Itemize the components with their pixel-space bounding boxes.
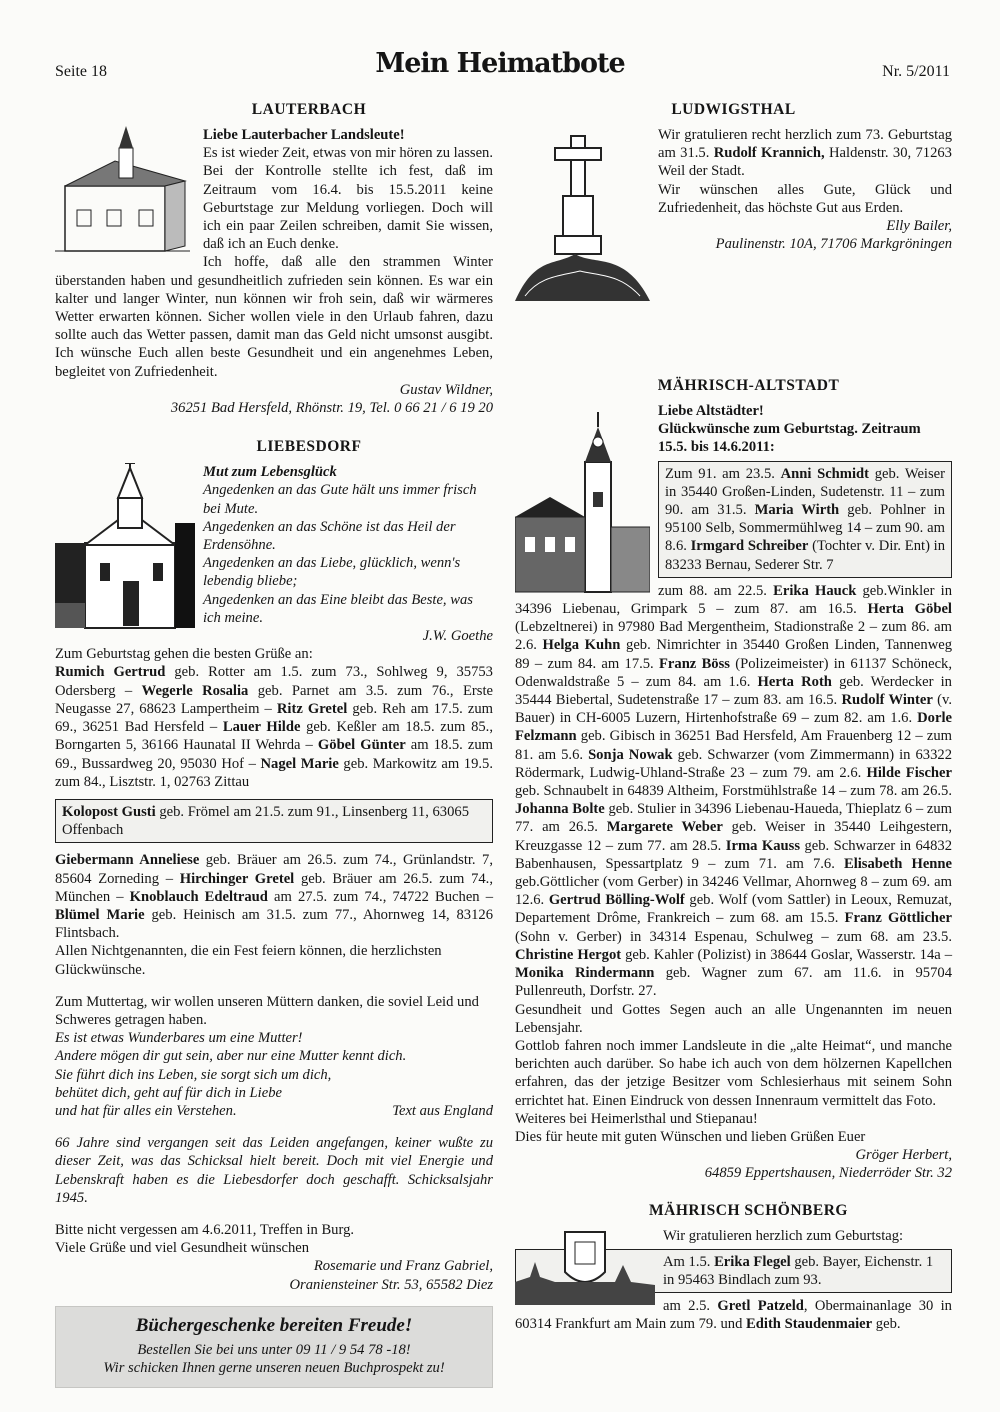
section-schoenberg xyxy=(515,1201,952,1334)
mother-intro: Zum Muttertag, wir wollen unseren Müttern danken, die soviel Leid und Schweres getragen haben. xyxy=(55,993,479,1028)
closing-text: Dies für heute mit guten Wünschen und lieben Grüßen Euer xyxy=(515,1128,866,1145)
section-title: LIEBESDORF xyxy=(256,438,362,456)
signature-name: Gröger Herbert, xyxy=(855,1147,952,1164)
body-text-2: Ich hoffe, daß alle den strammen Winter überstanden haben und gesundheitlich zufrieden sein können. Es war ein kalter und langer Winter, nun können wir froh sein, daß wir wärmeres Wetter erwarten können. Sicher wollen viele in den Urlaub fahren, dazu sollte auch das Wetter passen, damit man das Geld nicht umsonst ausgibt. Ich wünsche Euch allen beste Gesundheit und ein angenehmes Leben, begleitet von Zufriedenheit. xyxy=(55,254,493,380)
birthday-line: am 2.5. Gretl Patzeld, Obermainanlage 30 in 60314 Frankfurt am Main zum 79. und Edith Staudenmaier geb. xyxy=(515,1298,952,1333)
birthday-list-2: Giebermann Anneliese geb. Bräuer am 26.5. zum 74., Grünlandstr. 7, 85604 Zorneding – Hirchinger Gretel geb. Bräuer am 26.5. zum 74., München – Knoblauch Edeltraud am 27.5. zum 74., 74722 Buchen – Blümel Marie geb. Heinisch am 31.5. zum 77., Ahornweg 14, 83126 Flintsbach. xyxy=(55,852,494,942)
mother-poem-line: Sie führt dich ins Leben, sie sorgt sich um dich, xyxy=(55,1066,332,1083)
birthday-list: Rumich Gertrud geb. Rotter am 1.5. zum 73., Sohlweg 9, 35753 Odersberg – Wegerle Rosalia geb. Parnet am 3.5. zum 76., Erste Neugasse 27, 68623 Lampertheim – Ritz Gretel geb. Reh am 17.5. zum 69., 36251 Bad Hersfeld – Lauer Hilde geb. Keßler am 18.5. zum 85., Borngarten 5, 36166 Haunatal II Wehrda – Göbel Günter am 18.5. zum 69., Bussardweg 20, 95030 Hof – Nagel Marie geb. Markowitz am 19.5. zum 84., Lisztstr. 1, 02763 Zittau xyxy=(55,664,493,790)
mother-poem-line: behütet dich, geht auf für dich in Liebe xyxy=(55,1084,282,1101)
section-title: MÄHRISCH-ALTSTADT xyxy=(657,377,840,394)
poem-title: Mut zum Lebensglück xyxy=(203,464,337,481)
mother-poem-source: Text aus England xyxy=(392,1102,493,1119)
masthead-logo: Mein Heimatbote xyxy=(375,48,625,79)
chapel-illustration xyxy=(55,463,195,633)
signature-name: Gustav Wildner, xyxy=(399,381,493,398)
left-column xyxy=(55,100,493,1388)
signature-address: Oraniensteiner Str. 53, 65582 Diez xyxy=(289,1276,493,1293)
birthday-list: zum 88. am 22.5. Erika Hauck geb.Winkler in 34396 Liebenau, Grimpark 5 – zum 87. am 16.5. Herta Göbel (Lebzeltnerei) in 97980 Bad Mergentheim, Stadionstraße 2 – zum 86. am 2.6. Helga Kuhn geb. Nimrichter in 35440 Großen Linden, Tannenweg 89 – zum 84. am 17.5. Franz Böss (Polizeimeister) in 61137 Schöneck, Odenwaldstraße 5 – zum 84. am 1.6. Herta Roth geb. Werdecker in 35444 Biebertal, Sudetenstraße 17 – zum 83. am 16.5. Rudolf Winter (v. Bauer) in CH-6005 Luzern, Hirtenhofstraße 69 – zum 82. am 1.6. Dorle Felzmann geb. Gibisch in 36251 Bad Hersfeld, Am Frauenberg 12 – zum 81. am 5.6. Sonja Nowak geb. Schwarzer (vom Zimmermann) in 63322 Rödermark, Ludwig-Uhland-Straße 23 – zum 79. am 2.6. Hilde Fischer geb. Schnaubelt in 64839 Altheim, Forstmühlstraße 14 – zum 78. am 26.5. Johanna Bolte geb. Stulier in 34396 Liebenau-Haueda, Thieplatz 6 – zum 77. am 26.5. Margarete Weber geb. Weiser in 35440 Leihgestern, Kreuzgasse 12 – zum 77. am 28.5. Irma Kauss geb. Schwarzer in 64832 Babenhausen, Spessartplatz 9 – zum 71. am 7.6. Elisabeth Henne geb.Göttlicher (vom Gerber) in 34246 Vellmar, Ahornweg 8 – zum 69. am 12.6. Gertrud Bölling-Wolf geb. Wolf (vom Sattler) in Leoux, Remuzat, Departement Drôme, Frankreich – zum 68. am 15.5. Franz Göttlicher (Sohn v. Gerber) in 34314 Espenau, Schulweg – zum 68. am 23.5. Christine Hergot geb. Kahler (Polizist) in 38644 Goslar, Wasserstr. 14a – Monika Rindermann geb. Wagner zum 67. am 11.6. in 95704 Pullenreuth, Dorfstr. 27. xyxy=(515,582,953,1000)
section-lauterbach xyxy=(55,100,493,417)
ad-title: Büchergeschenke bereiten Freude! xyxy=(135,1314,413,1336)
signature-address: 36251 Bad Hersfeld, Rhönstr. 19, Tel. 0 66 21 / 6 19 20 xyxy=(170,400,493,417)
intro-text: Wir gratulieren herzlich zum Geburtstag: xyxy=(663,1227,904,1244)
signature-address: 64859 Eppertshausen, Niederröder Str. 32 xyxy=(704,1165,952,1182)
body-text: Wir gratulieren recht herzlich zum 73. Geburtstag am 31.5. Rudolf Krannich, Haldenstr. 30, 71263 Weil der Stadt. xyxy=(658,127,952,180)
others-text: Allen Nichtgenannten, die ein Fest feiern können, die herzlichsten Glückwünsche. xyxy=(55,943,442,978)
wishes-text: Wir wünschen alles Gute, Glück und Zufriedenheit, das höchste Gut aus Erden. xyxy=(658,181,952,216)
more-text: Weiteres bei Heimerlsthal und Stiepanau! xyxy=(515,1110,758,1127)
wishes-text: Viele Grüße und viel Gesundheit wünschen xyxy=(55,1240,310,1257)
section-title: MÄHRISCH SCHÖNBERG xyxy=(649,1201,848,1219)
birthday-intro: Zum Geburtstag gehen die besten Grüße an: xyxy=(55,646,313,663)
poem-author: J.W. Goethe xyxy=(422,628,493,645)
greeting: Liebe Lauterbacher Landsleute! xyxy=(203,127,405,143)
poem-stanza: Angedenken an das Schöne ist das Heil der Erdensöhne. xyxy=(203,518,456,554)
meeting-text: Bitte nicht vergessen am 4.6.2011, Treffen in Burg. xyxy=(55,1221,355,1238)
section-ludwigsthal xyxy=(515,100,952,253)
page-number: Seite 18 xyxy=(55,63,107,80)
heading: Glückwünsche zum Geburtstag. Zeitraum 15.5. bis 14.6.2011: xyxy=(658,421,921,456)
ad-line: Wir schicken Ihnen gerne unseren neuen Buchprospekt zu! xyxy=(103,1360,445,1377)
book-advertisement xyxy=(55,1306,493,1389)
signature-name: Elly Bailer, xyxy=(886,218,952,235)
mother-poem-last: und hat für alles ein Verstehen. Text aus England xyxy=(55,1102,493,1119)
travel-text: Gottlob fahren noch immer Landsleute in die „alte Heimat“, und manche berichten auch darüber. So habe ich auch von dem hölzernen Kapellchen erfahren, das der jetzige Besitzer vom Schlesierhaus mit seinem Sohn errichtet hat. Einen Eindruck von dessen Innenraum vermittelt das Foto. xyxy=(515,1037,952,1109)
mother-poem-line: Andere mögen dir gut sein, aber nur eine Mutter kennt dich. xyxy=(55,1048,407,1065)
highlight-box: Zum 91. am 23.5. Anni Schmidt geb. Weiser in 35440 Großen-Linden, Sudetenstr. 11 – zum 90. am 31.5. Maria Wirth geb. Pohlner in 95100 Selb, Sommermühlweg 14 – zum 90. am 8.6. Irmgard Schreiber (Tochter v. Dir. Ent) in 83233 Bernau, Sederer Str. 7 xyxy=(658,461,952,578)
church-tower-illustration xyxy=(515,412,650,597)
blessing-text: Gesundheit und Gottes Segen auch an alle Ungenannten im neuen Lebensjahr. xyxy=(515,1001,952,1036)
section-title: LUDWIGSTHAL xyxy=(671,101,796,118)
poem-stanza: Angedenken an das Eine bleibt das Beste, was ich meine. xyxy=(203,591,473,626)
highlight-box: Kolopost Gusti geb. Frömel am 21.5. zum 91., Linsenberg 11, 63065 Offenbach xyxy=(55,799,493,843)
signature-address: Paulinenstr. 10A, 71706 Markgröningen xyxy=(715,236,952,253)
highlight-box: Am 1.5. Erika Flegel geb. Bayer, Eichenstr. 1 in 95463 Bindlach zum 93. xyxy=(515,1249,952,1293)
right-column xyxy=(515,100,952,1334)
signature-name: Rosemarie und Franz Gabriel, xyxy=(313,1258,493,1275)
poem-stanza: Angedenken an das Liebe, glücklich, wenn's lebendig bliebe; xyxy=(203,555,461,590)
cross-monument-illustration xyxy=(515,126,650,306)
town-crest-illustration xyxy=(515,1227,655,1307)
poem-stanza: Angedenken an das Gute hält uns immer frisch bei Mute. xyxy=(203,482,477,517)
section-title: LAUTERBACH xyxy=(251,101,367,118)
greeting: Liebe Altstädter! xyxy=(658,403,764,419)
church-illustration xyxy=(55,126,195,261)
section-liebesdorf xyxy=(55,437,493,1294)
section-altstadt xyxy=(515,306,952,1183)
ad-line: Bestellen Sie bei uns unter 09 11 / 9 54 78 -18! xyxy=(137,1341,411,1358)
mother-poem-line: Es ist etwas Wunderbares um eine Mutter! xyxy=(55,1030,303,1047)
body-text: Es ist wieder Zeit, etwas von mir hören zu lassen. Bei der Kontrolle stellte ich fest, daß im Zeitraum vom 16.4. bis 15.5.2011 keine Geburtstage zur Meldung vorliegen. Doch will ich ein paar Zeilen schreiben, damit Sie wissen, daß ich an Euch denke. xyxy=(203,145,493,253)
issue-number: Nr. 5/2011 xyxy=(882,63,950,80)
years-text: 66 Jahre sind vergangen seit das Leiden angefangen, keiner wußte zu dieser Zeit, was das Schicksal hielt bereit. Doch mit viel Energie und Lebenskraft haben es die Liebesdorfer doch geschafft. Schicksalsjahr 1945. xyxy=(55,1135,493,1206)
